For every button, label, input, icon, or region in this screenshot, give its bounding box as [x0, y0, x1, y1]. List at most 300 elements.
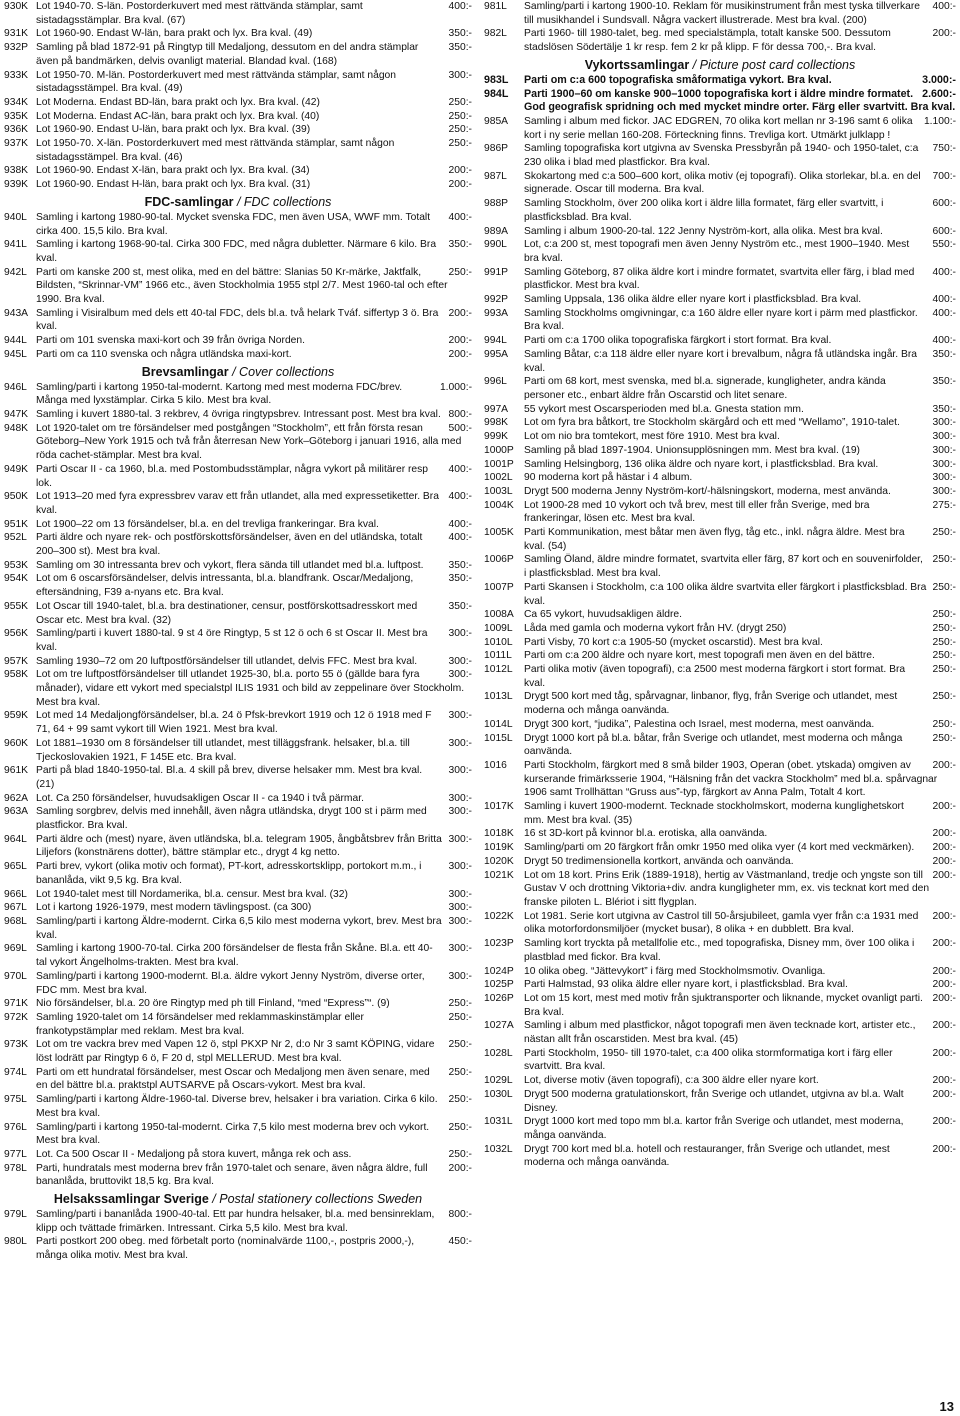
lot-text: Samling/parti i kartong 1900-modernt. Bl.a. äldre vykort Jenny Nyström, diverse orter, FDC mm. Mest bra kval.	[36, 970, 425, 996]
lot-number: 1010L	[484, 636, 513, 648]
lot-description	[36, 266, 472, 307]
lot-price: 300:-	[448, 628, 472, 640]
lot-entry	[484, 636, 956, 650]
lot-entry	[4, 348, 472, 362]
lot-description	[524, 225, 956, 239]
lot-price: 300:-	[932, 485, 956, 497]
lot-text: Samling/parti i kartong 1900-10. Reklam för musikinstrument från mest tyska tillverkare till musikhandel i Sundsvall. Några vackert illustrerade. Mest bra kval. (200)	[524, 1, 921, 26]
lot-price: 300:-	[448, 902, 472, 914]
lot-text: Samling Öland, äldre mindre formatet, svartvita eller färg, 87 kort och en souvenirfolder, i plastficksblad. Mest bra kval.	[524, 554, 923, 580]
lot-price: 250:-	[448, 138, 472, 150]
lot-description	[36, 1162, 472, 1189]
lot-entry	[4, 408, 472, 422]
lot-description	[524, 115, 956, 142]
lot-text: Samling Båtar, c:a 118 äldre eller nyare kort i brevalbum, några få utländska ingår. Bra kval.	[524, 348, 918, 374]
lot-text: Samling/parti i kuvert 1880-tal. 9 st 4 öre Ringtyp, 5 st 12 ö och 6 st Oscar II. Mest bra kval.	[36, 628, 428, 653]
lot-text: Låda med gamla och moderna vykort från HV. (drygt 250)	[524, 622, 787, 634]
lot-price: 250:-	[932, 609, 956, 621]
lot-number: 984L	[484, 87, 509, 100]
lot-number: 947K	[4, 408, 29, 420]
lot-number: 994L	[484, 335, 507, 347]
lot-text: Lot Moderna. Endast AC-län, bara prakt och lyx. Bra kval. (40)	[36, 110, 320, 122]
lot-number: 1015L	[484, 732, 513, 744]
lot-entry	[484, 0, 956, 27]
lot-number: 1004K	[484, 499, 514, 511]
lot-price: 3.000:-	[922, 73, 956, 86]
lot-entry	[4, 238, 472, 265]
lot-entry	[484, 499, 956, 526]
lot-description	[524, 348, 956, 375]
lot-price: 250:-	[932, 622, 956, 634]
lot-number: 1027A	[484, 1020, 514, 1032]
lot-description	[524, 800, 956, 827]
lot-entry	[484, 115, 956, 142]
lot-price: 250:-	[932, 581, 956, 593]
lot-price: 300:-	[932, 417, 956, 429]
lot-text: Ca 65 vykort, huvudsakligen äldre.	[524, 609, 682, 621]
lot-price: 200:-	[932, 1047, 956, 1059]
lot-price: 350:-	[448, 28, 472, 40]
lot-number: 946L	[4, 381, 27, 393]
lot-number: 932P	[4, 42, 29, 54]
lot-entry	[484, 827, 956, 841]
lot-description	[524, 458, 956, 472]
lot-description	[36, 531, 472, 558]
lot-description	[524, 1143, 956, 1170]
lot-entry	[4, 137, 472, 164]
lot-number: 978L	[4, 1162, 27, 1174]
lot-price: 200:-	[932, 1020, 956, 1032]
lot-number: 945L	[4, 348, 27, 360]
lot-description	[524, 88, 956, 115]
lot-number: 1002L	[484, 472, 513, 484]
lot-description	[36, 27, 472, 41]
lot-description	[524, 403, 956, 417]
lot-text: Lot om tre luftpostförsändelser till utlandet 1925-30, bl.a. porto 55 ö (gällde bara fyra månader), vidare ett vykort med specialstpl ILIS 1931 och bild av zeppelinare över Stockholm. Mest bra kval.	[36, 669, 465, 708]
lot-price: 400:-	[448, 1, 472, 12]
lot-number: 951K	[4, 518, 29, 530]
lot-price: 200:-	[932, 1088, 956, 1100]
lot-entry	[484, 416, 956, 430]
lot-entry	[4, 888, 472, 902]
lot-text: 90 moderna kort på hästar i 4 album.	[524, 472, 693, 484]
lot-text: Lot om tre vackra brev med Vapen 12 ö, stpl PKXP Nr 2, d:o Nr 3 samt KÖPING, vidare löst lodrätt par Ringtyp 6 ö, F 20 d, stpl MELLERUD. Mest bra kval.	[36, 1039, 435, 1065]
lot-text: Lot. Ca 250 försändelser, huvudsakligen Oscar II - ca 1940 i två pärmar.	[36, 792, 364, 804]
lot-entry	[4, 531, 472, 558]
lot-price: 250:-	[932, 718, 956, 730]
lot-description	[524, 663, 956, 690]
lot-entry	[4, 600, 472, 627]
lot-price: 800:-	[448, 1209, 472, 1221]
lot-description	[524, 622, 956, 636]
lot-price: 200:-	[932, 842, 956, 854]
lot-entry	[484, 690, 956, 717]
lot-entry	[4, 110, 472, 124]
lot-price: 300:-	[448, 737, 472, 749]
lot-number: 1031L	[484, 1116, 513, 1128]
lot-number: 938K	[4, 165, 29, 177]
lot-description	[524, 718, 956, 732]
lot-entry	[484, 27, 956, 54]
lot-description	[524, 649, 956, 663]
lot-entry	[484, 937, 956, 964]
lot-description	[524, 1074, 956, 1088]
lot-text: Parti om c:a 600 topografiska småformatiga vykort. Bra kval.	[524, 73, 832, 86]
section-title: Helsakssamlingar Sverige	[53, 1192, 209, 1207]
lot-price: 200:-	[932, 801, 956, 813]
lot-number: 969L	[4, 943, 27, 955]
lot-price: 400:-	[932, 1, 956, 12]
lot-text: Samling Göteborg, 87 olika äldre kort i mindre formatet, svartvita eller färg, i blad med plastfickor. Mest bra kval.	[524, 266, 915, 292]
lot-text: Drygt 500 kort med tåg, spårvagnar, linbanor, flyg, från Sverige och utlandet, mest moderna och många oanvända.	[524, 691, 898, 717]
lot-number: 1020K	[484, 855, 514, 867]
lot-number: 972K	[4, 1011, 29, 1023]
lot-price: 400:-	[932, 294, 956, 306]
lot-text: Samling i kartong 1980-90-tal. Mycket svenska FDC, men även USA, WWF mm. Totalt cirka 400. 15,5 kilo. Bra kval.	[36, 211, 431, 237]
lot-number: 1000P	[484, 444, 514, 456]
page-number: 13	[939, 1399, 954, 1414]
lot-description	[524, 690, 956, 717]
lot-text: Parti, hundratals mest moderna brev från 1970-talet och senare, även några äldre, full bananlåda, bruttovikt 18,5 kg. Bra kval.	[36, 1162, 428, 1188]
lot-description	[36, 737, 472, 764]
lot-text: Nio försändelser, bl.a. 20 öre Ringtyp med ph till Finland, “med “Express”“. (9)	[36, 998, 390, 1010]
lot-price: 250:-	[448, 1148, 472, 1160]
lot-text: Lot om 15 kort, mest med motiv från sjuktransporter och liknande, mycket ovanligt parti. Bra kval.	[524, 992, 923, 1018]
lot-entry	[4, 860, 472, 887]
lot-number: 992P	[484, 294, 509, 306]
lot-price: 250:-	[932, 691, 956, 703]
lot-price: 200:-	[448, 1162, 472, 1174]
lot-description	[524, 27, 956, 54]
lot-number: 1018K	[484, 828, 514, 840]
lot-description	[36, 211, 472, 238]
lot-text: Parti äldre och (mest) nyare, även utländska, bl.a. telegram 1905, ångbåtsbrev från Britta Liljefors (konstnärens dotter), bättre stämplar etc., drygt 4 kg netto.	[36, 833, 442, 859]
lot-text: 10 olika obeg. “Jättevykort” i färg med Stockholmsmotiv. Ovanliga.	[524, 965, 826, 977]
lot-price: 250:-	[932, 554, 956, 566]
lot-number: 1017K	[484, 801, 514, 813]
lot-entry	[4, 627, 472, 654]
lot-number: 953K	[4, 559, 29, 571]
lot-price: 600:-	[932, 225, 956, 237]
lot-number: 961K	[4, 765, 29, 777]
lot-text: Samling Uppsala, 136 olika äldre eller nyare kort i plastficksblad. Bra kval.	[524, 294, 862, 306]
lot-text: Parti om c:a 200 äldre och nyare kort, mest topografi men även en del bättre.	[524, 650, 875, 662]
lot-price: 750:-	[932, 143, 956, 155]
lot-text: Lot. Ca 500 Oscar II - Medaljong på stora kuvert, många rek och ass.	[36, 1148, 352, 1160]
lot-price: 250:-	[448, 124, 472, 136]
lot-price: 200:-	[932, 938, 956, 950]
lot-entry	[484, 348, 956, 375]
lot-description	[36, 655, 472, 669]
section-heading	[4, 365, 472, 380]
lot-entry	[4, 1093, 472, 1120]
lot-price: 350:-	[448, 573, 472, 585]
lot-price: 400:-	[448, 211, 472, 223]
lot-entry	[4, 833, 472, 860]
lot-entry	[484, 142, 956, 169]
lot-number: 952L	[4, 532, 27, 544]
lot-number: 983L	[484, 73, 509, 86]
lot-text: Parti Oscar II - ca 1960, bl.a. med Postombudsstämplar, några vykort på militärer resp lok.	[36, 463, 429, 489]
lot-number: 941L	[4, 239, 27, 251]
lot-price: 250:-	[448, 1011, 472, 1023]
lot-text: Parti 1900–60 om kanske 900–1000 topografiska kort i äldre mindre formatet. God geografisk spridning och med mycket mindre orter. Färg eller svartvitt. Bra kval.	[524, 87, 956, 114]
lot-price: 400:-	[448, 518, 472, 530]
lot-number: 988P	[484, 198, 509, 210]
lot-number: 1022K	[484, 910, 514, 922]
lot-number: 950K	[4, 491, 29, 503]
lot-number: 935K	[4, 110, 29, 122]
lot-entry	[484, 471, 956, 485]
lot-entry	[4, 1066, 472, 1093]
lot-price: 300:-	[448, 669, 472, 681]
lot-price: 350:-	[448, 42, 472, 54]
lot-number: 989A	[484, 225, 509, 237]
lot-price: 200:-	[932, 28, 956, 40]
lot-text: Samling i kartong 1968-90-tal. Cirka 300 FDC, med några dubletter. Närmare 6 kilo. Bra kval.	[36, 239, 437, 264]
section-heading	[484, 58, 956, 73]
lot-price: 250:-	[932, 664, 956, 676]
section-subtitle: / Postal stationery collections Sweden	[212, 1192, 423, 1207]
lot-description	[36, 490, 472, 517]
lot-description	[524, 334, 956, 348]
lot-description	[36, 805, 472, 832]
lot-entry	[484, 855, 956, 869]
lot-entry	[4, 792, 472, 806]
lot-text: Samling i kuvert 1900-modernt. Tecknade stockholmskort, moderna kunglighetskort mm. Mest bra kval. (35)	[524, 801, 904, 826]
lot-price: 300:-	[448, 970, 472, 982]
lot-number: 979L	[4, 1209, 27, 1221]
lot-description	[524, 485, 956, 499]
lot-price: 2.600:-	[922, 87, 956, 100]
lot-number: 949K	[4, 463, 29, 475]
lot-text: Parti Stockholm, 1950- till 1970-talet, c:a 400 olika stormformatiga kort i färg eller svartvitt. Bra kval.	[524, 1047, 893, 1073]
lot-price: 350:-	[448, 239, 472, 251]
lot-number: 986P	[484, 143, 509, 155]
lot-number: 997A	[484, 403, 509, 415]
lot-text: Samling/parti i kartong Äldre-1960-tal. Diverse brev, helsaker i bra variation. Cirka 6 kilo. Mest bra kval.	[36, 1094, 438, 1119]
lot-price: 300:-	[448, 710, 472, 722]
lot-entry	[484, 759, 956, 800]
lot-description	[36, 572, 472, 599]
lot-description	[36, 96, 472, 110]
lot-price: 400:-	[932, 335, 956, 347]
lot-text: Lot med 14 Medaljongförsändelser, bl.a. 24 ö Pfsk-brevkort 1919 och 12 ö 1918 med F 71, 64 + 99 samt vykort till Wien 1921. Mest bra kval.	[36, 710, 432, 736]
lot-number: 965L	[4, 861, 27, 873]
lot-entry	[484, 1074, 956, 1088]
lot-entry	[4, 211, 472, 238]
lot-entry	[4, 709, 472, 736]
lot-text: Parti Stockholm, färgkort med 8 små bilder 1903, Operan (obet. ytskada) omgiven av kurserande frimärksserie 1904, “Hälsning från det vackra Stockholm” med bl.a. spårvagnar 1906 samt Trollhättan “Gruss aus”-typ, färgkort av Anna Palm, Totalt 4 kort.	[524, 759, 938, 799]
lot-text: Samling i album 1900-20-tal. 122 Jenny Nyström-kort, alla olika. Mest bra kval.	[524, 225, 883, 237]
right-column	[484, 0, 956, 1170]
lot-entry	[4, 422, 472, 463]
left-column	[4, 0, 472, 1263]
lot-description	[524, 416, 956, 430]
lot-number: 944L	[4, 335, 27, 347]
lot-description	[36, 178, 472, 192]
lot-text: Lot, diverse motiv (även topografi), c:a 300 äldre eller nyare kort.	[524, 1075, 819, 1087]
lot-text: Drygt 50 tredimensionella kortkort, använda och oanvända.	[524, 855, 794, 867]
lot-description	[36, 668, 472, 709]
lot-price: 250:-	[448, 1094, 472, 1106]
lot-number: 1024P	[484, 965, 514, 977]
lot-number: 999K	[484, 431, 509, 443]
lot-price: 200:-	[932, 1116, 956, 1128]
lot-entry	[484, 458, 956, 472]
lot-price: 200:-	[932, 910, 956, 922]
lot-number: 980L	[4, 1236, 27, 1248]
lot-number: 933K	[4, 69, 29, 81]
lot-entry	[484, 622, 956, 636]
lot-entry	[484, 225, 956, 239]
lot-number: 981L	[484, 1, 507, 12]
lot-entry	[484, 1047, 956, 1074]
lot-entry	[484, 732, 956, 759]
lot-entry	[484, 307, 956, 334]
lot-number: 1030L	[484, 1088, 513, 1100]
lot-text: Drygt 500 moderna Jenny Nyström-kort/-hälsningskort, moderna, mest använda.	[524, 485, 891, 497]
lot-price: 350:-	[932, 348, 956, 360]
lot-description	[36, 137, 472, 164]
lot-price: 350:-	[932, 403, 956, 415]
lot-price: 200:-	[448, 348, 472, 360]
lot-number: 943A	[4, 307, 29, 319]
lot-entry	[484, 197, 956, 224]
lot-text: Drygt 300 kort, “judika”, Palestina och Israel, mest moderna, mest oanvända.	[524, 718, 875, 730]
lot-price: 200:-	[448, 307, 472, 319]
lot-number: 1009L	[484, 622, 513, 634]
lot-price: 200:-	[932, 1075, 956, 1087]
lot-description	[36, 709, 472, 736]
lot-number: 970L	[4, 970, 27, 982]
lot-description	[36, 1066, 472, 1093]
lot-description	[524, 732, 956, 759]
lot-number: 967L	[4, 902, 27, 914]
lot-text: Parti om c:a 1700 olika topografiska färgkort i stort format. Bra kval.	[524, 335, 832, 347]
lot-text: Lot 1940-talet mest till Nordamerika, bl.a. censur. Mest bra kval. (32)	[36, 888, 348, 900]
lot-entry	[4, 559, 472, 573]
lot-entry	[484, 74, 956, 88]
lot-number: 960K	[4, 737, 29, 749]
lot-entry	[4, 1038, 472, 1065]
lot-price: 300:-	[448, 943, 472, 955]
lot-price: 350:-	[448, 559, 472, 571]
lot-entry	[4, 178, 472, 192]
lot-entry	[484, 869, 956, 910]
lot-description	[36, 69, 472, 96]
lot-text: Lot 1881–1930 om 8 försändelser till utlandet, mest tilläggsfrank. helsaker, bl.a. till Tjeckoslovakien 1921, F 145E etc. Bra kval.	[36, 737, 410, 763]
lot-entry	[484, 526, 956, 553]
lot-price: 250:-	[448, 96, 472, 108]
lot-text: Lot Moderna. Endast BD-län, bara prakt och lyx. Bra kval. (42)	[36, 96, 320, 108]
lot-text: Samling/parti om 20 färgkort från omkr 1950 med olika vyer (4 kort med veckmärken).	[524, 842, 915, 854]
lot-text: Parti om ca 110 svenska och några utländska maxi-kort.	[36, 348, 292, 360]
lot-text: Samling på blad 1897-1904. Unionsupplösningen mm. Mest bra kval. (19)	[524, 444, 860, 456]
lot-description	[524, 978, 956, 992]
lot-description	[524, 142, 956, 169]
lot-description	[36, 408, 472, 422]
lot-entry	[484, 403, 956, 417]
lot-entry	[484, 992, 956, 1019]
lot-entry	[4, 655, 472, 669]
lot-price: 300:-	[448, 806, 472, 818]
lot-number: 996L	[484, 376, 507, 388]
lot-entry	[4, 266, 472, 307]
lot-entry	[4, 1162, 472, 1189]
lot-entry	[484, 718, 956, 732]
lot-number: 966L	[4, 888, 27, 900]
lot-price: 300:-	[932, 458, 956, 470]
lot-price: 300:-	[448, 655, 472, 667]
lot-number: 1005K	[484, 527, 514, 539]
lot-description	[36, 915, 472, 942]
lot-text: Lot Oscar till 1940-talet, bl.a. bra destinationer, censur, postförskottsadresskort med Oscar etc. Mest bra kval. (32)	[36, 600, 418, 626]
lot-entry	[4, 123, 472, 137]
lot-description	[36, 334, 472, 348]
lot-description	[524, 581, 956, 608]
lot-number: 982L	[484, 28, 507, 40]
lot-description	[36, 0, 472, 27]
lot-description	[524, 74, 956, 88]
section-heading	[4, 195, 472, 210]
lot-text: Samling/parti i kartong Äldre-modernt. Cirka 6,5 kilo mest moderna vykort, brev. Mest bra kval.	[36, 916, 442, 941]
lot-number: 968L	[4, 916, 27, 927]
lot-text: Lot om 6 oscarsförsändelser, delvis intressanta, bl.a. blandfrank. Oscar/Medaljong, eftersändning, F39 a-nyans etc. Bra kval.	[36, 573, 414, 599]
lot-entry	[4, 805, 472, 832]
lot-text: 16 st 3D-kort på kvinnor bl.a. erotiska, alla oanvända.	[524, 828, 768, 840]
lot-number: 998K	[484, 417, 509, 429]
lot-entry	[484, 649, 956, 663]
lot-entry	[484, 581, 956, 608]
lot-entry	[4, 69, 472, 96]
lot-price: 700:-	[932, 170, 956, 182]
lot-text: Lot 1940-70. S-län. Postorderkuvert med mest rättvända stämplar, samt sistadagsstämplar. Bra kval. (67)	[36, 1, 363, 26]
lot-description	[36, 860, 472, 887]
lot-description	[36, 833, 472, 860]
lot-description	[524, 1047, 956, 1074]
lot-entry	[4, 27, 472, 41]
section-subtitle: / Cover collections	[232, 364, 335, 379]
lot-description	[36, 1208, 472, 1235]
lot-price: 250:-	[932, 636, 956, 648]
lot-description	[524, 0, 956, 27]
lot-number: 1014L	[484, 718, 513, 730]
lot-price: 300:-	[932, 472, 956, 484]
lot-entry	[484, 266, 956, 293]
lot-price: 300:-	[448, 833, 472, 845]
lot-entry	[484, 1088, 956, 1115]
lot-description	[524, 375, 956, 402]
lot-price: 200:-	[448, 165, 472, 177]
lot-number: 974L	[4, 1066, 27, 1078]
lot-text: Lot 1920-talet om tre försändelser med postgången “Stockholm”, ett från första resan Göteborg–New York 1915 och två från återresan New York–Göteborg i januari 1916, alla med röda cachet-stämplar. Mest bra kval.	[36, 422, 462, 462]
lot-description	[524, 869, 956, 910]
lot-number: 1006P	[484, 554, 514, 566]
lot-description	[36, 307, 472, 334]
lot-description	[524, 499, 956, 526]
lot-description	[524, 1115, 956, 1142]
section-title: Vykortssamlingar	[584, 57, 690, 72]
lot-description	[36, 600, 472, 627]
lot-description	[36, 1235, 472, 1262]
lot-text: Lot 1950-70. M-län. Postorderkuvert med mest rättvända stämplar, samt någon sistadagsstämpel. Bra kval. (49)	[36, 69, 396, 95]
lot-text: Lot 1960-90. Endast W-län, bara prakt och lyx. Bra kval. (49)	[36, 28, 313, 40]
lot-text: Samling sorgbrev, delvis med innehåll, även några utländska, drygt 100 st i pärm med plastfickor. Bra kval.	[36, 806, 427, 832]
lot-entry	[484, 1143, 956, 1170]
lot-description	[524, 759, 956, 800]
lot-entry	[4, 901, 472, 915]
